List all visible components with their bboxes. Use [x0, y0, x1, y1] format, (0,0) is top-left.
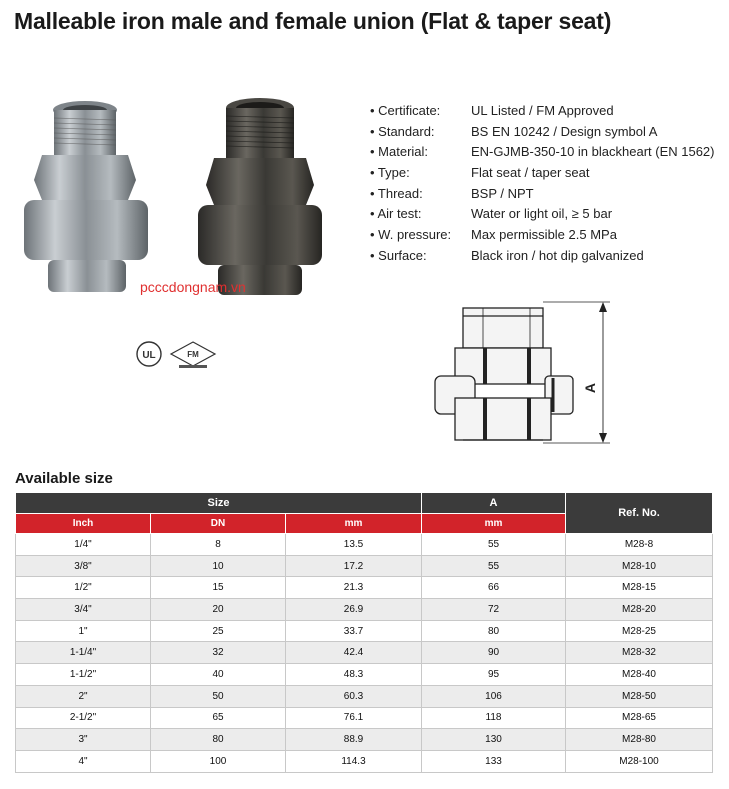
- cell-ref-no: M28-32: [566, 642, 713, 664]
- header-a: A: [422, 493, 566, 514]
- header-ref-no: Ref. No.: [566, 493, 713, 534]
- cell-inch: 3": [16, 729, 151, 751]
- ul-logo-icon: [137, 342, 161, 366]
- cell-inch: 2-1/2": [16, 707, 151, 729]
- cell-ref-no: M28-10: [566, 555, 713, 577]
- cell-dn: 20: [151, 599, 286, 621]
- cell-a-mm: 80: [422, 620, 566, 642]
- table-row: [16, 664, 713, 686]
- cell-ref-no: M28-100: [566, 750, 713, 772]
- cell-ref-no: M28-50: [566, 685, 713, 707]
- header-mm: mm: [286, 514, 422, 534]
- cell-inch: 3/4": [16, 599, 151, 621]
- table-row: [16, 555, 713, 577]
- cell-ref-no: M28-65: [566, 707, 713, 729]
- cell-dn: 40: [151, 664, 286, 686]
- spec-value: Black iron / hot dip galvanized: [471, 247, 644, 263]
- cell-a-mm: 55: [422, 534, 566, 556]
- size-table: [15, 492, 713, 773]
- cell-a-mm: 66: [422, 577, 566, 599]
- cell-a-mm: 106: [422, 685, 566, 707]
- cell-inch: 1/2": [16, 577, 151, 599]
- spec-value: UL Listed / FM Approved: [471, 102, 614, 118]
- cell-dn: 100: [151, 750, 286, 772]
- cell-mm: 88.9: [286, 729, 422, 751]
- spec-value: BS EN 10242 / Design symbol A: [471, 123, 658, 139]
- page-title: Malleable iron male and female union (Flat & taper seat): [14, 8, 612, 34]
- cell-dn: 15: [151, 577, 286, 599]
- spec-label: • Certificate:: [370, 102, 441, 118]
- spec-label: • Standard:: [370, 123, 435, 139]
- dimension-label: A: [582, 382, 598, 394]
- cell-inch: 1/4": [16, 534, 151, 556]
- black-iron-union-image: [198, 98, 322, 295]
- cell-dn: 65: [151, 707, 286, 729]
- cell-mm: 114.3: [286, 750, 422, 772]
- spec-row: [370, 203, 715, 224]
- cell-a-mm: 55: [422, 555, 566, 577]
- cell-inch: 4": [16, 750, 151, 772]
- cell-a-mm: 72: [422, 599, 566, 621]
- cell-dn: 32: [151, 642, 286, 664]
- header-a-mm: mm: [422, 514, 566, 534]
- cell-a-mm: 90: [422, 642, 566, 664]
- spec-row: [370, 162, 715, 183]
- cell-a-mm: 130: [422, 729, 566, 751]
- spec-label: • Type:: [370, 164, 410, 180]
- watermark: pcccdongnam.vn: [140, 279, 246, 295]
- cell-inch: 1": [16, 620, 151, 642]
- product-photo: [14, 90, 334, 305]
- available-size-heading: Available size: [15, 470, 113, 487]
- spec-value: Water or light oil, ≥ 5 bar: [471, 206, 613, 222]
- spec-label: • Thread:: [370, 185, 423, 201]
- cell-a-mm: 118: [422, 707, 566, 729]
- spec-label: • Surface:: [370, 247, 427, 263]
- galvanized-union-image: [24, 101, 148, 292]
- spec-row: [370, 245, 715, 266]
- cell-mm: 13.5: [286, 534, 422, 556]
- cell-mm: 17.2: [286, 555, 422, 577]
- cell-mm: 33.7: [286, 620, 422, 642]
- table-row: [16, 685, 713, 707]
- table-row: [16, 577, 713, 599]
- spec-value: Max permissible 2.5 MPa: [471, 226, 617, 242]
- cell-ref-no: M28-8: [566, 534, 713, 556]
- cell-ref-no: M28-15: [566, 577, 713, 599]
- cell-inch: 1-1/4": [16, 642, 151, 664]
- cell-inch: 3/8": [16, 555, 151, 577]
- header-size: Size: [16, 493, 422, 514]
- spec-value: BSP / NPT: [471, 185, 534, 201]
- table-row: [16, 642, 713, 664]
- cell-mm: 26.9: [286, 599, 422, 621]
- spec-label: • W. pressure:: [370, 226, 452, 242]
- table-row: [16, 729, 713, 751]
- table-row: [16, 707, 713, 729]
- spec-label: • Air test:: [370, 206, 422, 222]
- spec-value: EN-GJMB-350-10 in blackheart (EN 1562): [471, 144, 715, 160]
- cell-mm: 76.1: [286, 707, 422, 729]
- cell-ref-no: M28-40: [566, 664, 713, 686]
- cell-ref-no: M28-20: [566, 599, 713, 621]
- cell-dn: 50: [151, 685, 286, 707]
- header-inch: Inch: [16, 514, 151, 534]
- cell-a-mm: 133: [422, 750, 566, 772]
- size-table-body: [16, 534, 713, 773]
- cell-dn: 80: [151, 729, 286, 751]
- cell-dn: 8: [151, 534, 286, 556]
- spec-row: [370, 141, 715, 162]
- specifications-list: [370, 100, 715, 266]
- cell-mm: 60.3: [286, 685, 422, 707]
- fm-approved-logo-icon: [171, 342, 215, 368]
- table-row: [16, 620, 713, 642]
- cell-ref-no: M28-25: [566, 620, 713, 642]
- cell-inch: 2": [16, 685, 151, 707]
- svg-text:FM: FM: [187, 350, 199, 359]
- cell-mm: 21.3: [286, 577, 422, 599]
- spec-row: [370, 121, 715, 142]
- cell-dn: 10: [151, 555, 286, 577]
- spec-label: • Material:: [370, 144, 429, 160]
- svg-text:UL: UL: [142, 350, 156, 361]
- table-row: [16, 534, 713, 556]
- certification-logos: [135, 336, 225, 372]
- spec-row: [370, 183, 715, 204]
- cell-inch: 1-1/2": [16, 664, 151, 686]
- cell-a-mm: 95: [422, 664, 566, 686]
- technical-drawing: [425, 298, 625, 463]
- header-dn: DN: [151, 514, 286, 534]
- spec-row: [370, 100, 715, 121]
- table-row: [16, 599, 713, 621]
- cell-dn: 25: [151, 620, 286, 642]
- spec-row: [370, 224, 715, 245]
- spec-value: Flat seat / taper seat: [471, 164, 590, 180]
- table-row: [16, 750, 713, 772]
- cell-ref-no: M28-80: [566, 729, 713, 751]
- cell-mm: 48.3: [286, 664, 422, 686]
- cell-mm: 42.4: [286, 642, 422, 664]
